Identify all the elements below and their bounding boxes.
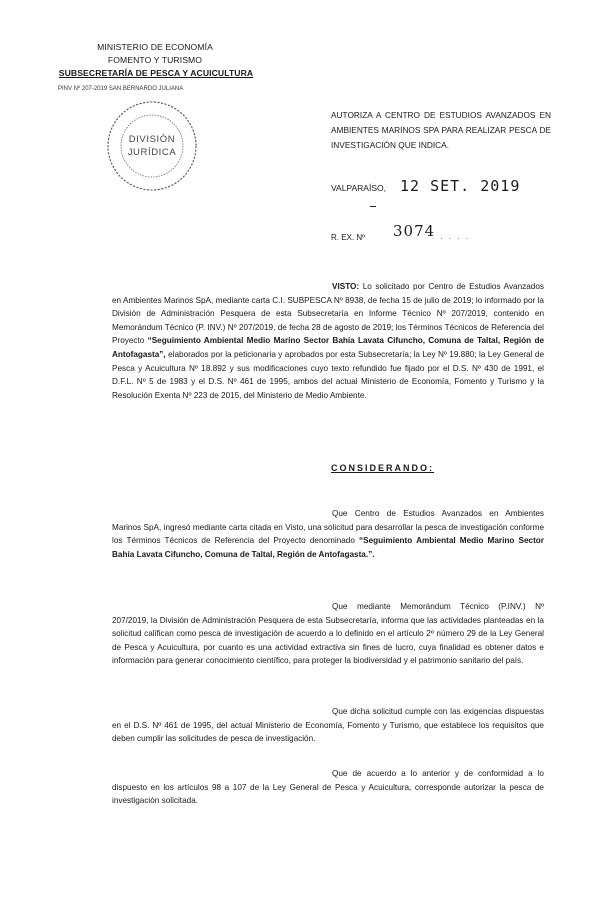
- resolution-number: 3074: [393, 222, 436, 240]
- considerando-2-text: Que mediante Memorándum Técnico (P.INV.) Nº 207/2019, la División de Administración Pesquera de esta Subsecretaría, informa que las actividades planteadas en la solicitud califican como pesca de investigación de acuerdo a lo definido en el artículo 2º número 29 de la Ley General de Pesca y Acuicultura, por cuanto es una actividad extractiva sin fines de lucro, cuya finalidad es obtener datos e información para generar conocimiento científico, para proteger la biodiversidad y el patrimonio sanitario del país.: [112, 602, 544, 666]
- visto-project-name: “Seguimiento Ambiental Medio Marino Sector Bahía Lavata Cifuncho, Comuna de Taltal, Región de Antofagasta”,: [112, 336, 544, 359]
- visto-text-1: Lo solicitado por Centro de Estudios Avanzados en Ambientes Marinos SpA, mediante carta C.I. SUBPESCA Nº 8938, de fecha 15 de julio de 2019; lo informado por la División de Administración Pesquera de esta Subsecretaría en Informe Técnico Nº 207/2019, contenido en Memorándum Técnico (P. INV.) Nº 207/2019, de fecha 28 de agosto de 2019; los Términos Técnicos de Referencia del Proyecto: [112, 282, 544, 346]
- considerando-1-text: Que Centro de Estudios Avanzados en Ambientes Marinos SpA, ingresó mediante carta citada en Visto, una solicitud para desarrollar la pesca de investigación conforme los Términos Técnicos de Referencia del Proyecto denominado: [112, 509, 544, 546]
- considerando-1-project: “Seguimiento Ambiental Medio Marino Sector Bahía Lavata Cifuncho, Comuna de Taltal, Región de Antofagasta.”.: [112, 536, 544, 559]
- visto-label: VISTO:: [332, 282, 360, 291]
- considerando-4: [112, 767, 544, 808]
- ministry-line-2: FOMENTO Y TURISMO: [107, 55, 203, 65]
- subsecretaria-title: SUBSECRETARÍA DE PESCA Y ACUICULTURA: [58, 68, 254, 78]
- stamp-line-1: DIVISIÓN: [128, 134, 176, 145]
- considerando-1: [112, 507, 544, 561]
- considerando-2: [112, 600, 544, 668]
- considerando-4-text: Que de acuerdo a lo anterior y de conformidad a lo dispuesto en los artículos 98 a 107 de la Ley General de Pesca y Acuicultura, corresponde autorizar la pesca de investigación solicitada.: [112, 769, 544, 806]
- document-date: 12 SET. 2019: [400, 177, 521, 195]
- stamp-line-2: JURÍDICA: [127, 147, 177, 158]
- dash-mark: [370, 206, 376, 207]
- reference-code: PINV Nº 207-2019 SAN BERNARDO JULIANA: [58, 86, 184, 92]
- ministry-line-1: MINISTERIO DE ECONOMÍA: [97, 42, 213, 52]
- considerando-3: [112, 705, 544, 746]
- considerando-heading: CONSIDERANDO:: [331, 463, 435, 473]
- place-label: VALPARAÍSO,: [331, 183, 386, 193]
- resolution-label: R. EX. Nº: [331, 233, 366, 242]
- division-juridica-stamp-icon: [104, 98, 200, 194]
- document-subject: AUTORIZA A CENTRO DE ESTUDIOS AVANZADOS EN AMBIENTES MARINOS SPA PARA REALIZAR PESCA DE INVESTIGACIÓN QUE INDICA.: [331, 110, 551, 150]
- considerando-3-text: Que dicha solicitud cumple con las exigencias dispuestas en el D.S. Nº 461 de 1995, del actual Ministerio de Economía, Fomento y Turismo, que establece los requisitos que deben cumplir las solicitudes de pesca de investigación.: [112, 707, 544, 744]
- visto-text-2: elaborados por la peticionaria y aprobados por esta Subsecretaría; la Ley Nº 19.880; la Ley General de Pesca y Acuicultura Nº 18.892 y sus modificaciones cuyo texto refundido fue fijado por el D.S. Nº 430 de 1991, el D.F.L. Nº 5 de 1983 y el D.S. Nº 461 de 1995, ambos del actual Ministerio de Economía, Fomento y Turismo y la Resolución Exenta Nº 223 de 2015, del Ministerio de Medio Ambiente.: [112, 349, 544, 400]
- visto-paragraph: [112, 280, 544, 402]
- resolution-dotted-line: . . . . .: [432, 232, 471, 241]
